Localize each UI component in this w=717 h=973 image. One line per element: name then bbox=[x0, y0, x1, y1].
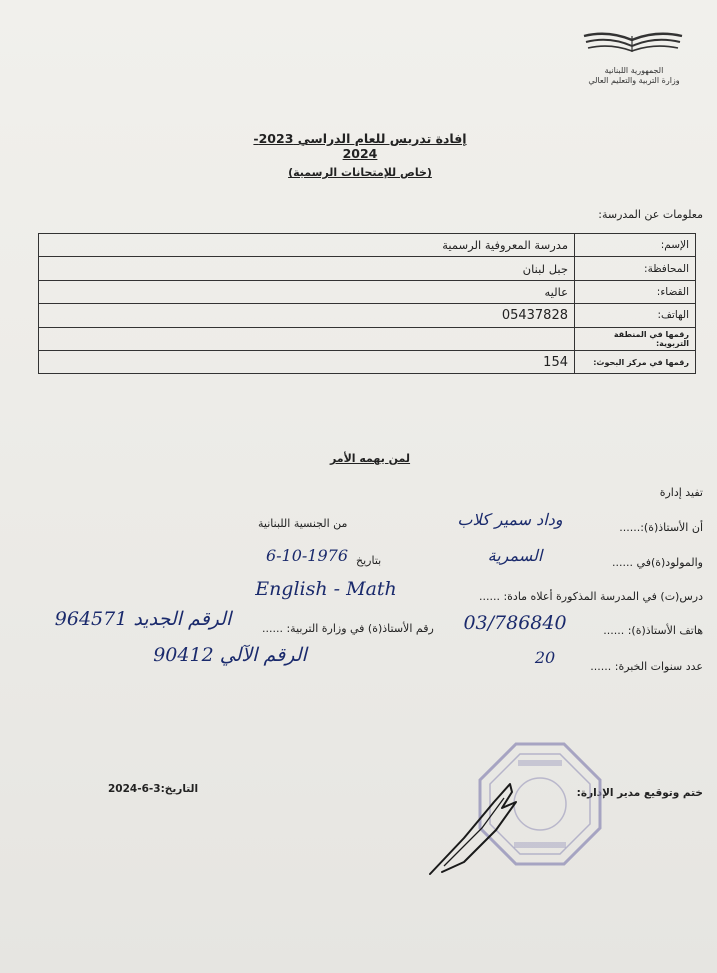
birth-label: والمولود(ة)في ...... bbox=[612, 556, 703, 569]
intro-text: تفيد إدارة bbox=[659, 486, 703, 499]
ministry-number-value: الرقم الجديد 964571 bbox=[54, 608, 232, 630]
auto-number-value: الرقم الآلي 90412 bbox=[153, 644, 307, 666]
row-label: الإسم: bbox=[575, 234, 696, 257]
row-label: رقمها في المنطقة التربوية: bbox=[575, 327, 696, 350]
row-label: القضاء: bbox=[575, 280, 696, 303]
phone-value: 03/786840 bbox=[463, 612, 567, 634]
subject-label: درس(ت) في المدرسة المذكورة أعلاه مادة: ...... bbox=[478, 590, 703, 603]
row-value: جبل لبنان bbox=[39, 257, 575, 280]
book-logo-icon bbox=[578, 22, 688, 68]
table-row bbox=[39, 257, 696, 280]
row-value: مدرسة المعروفية الرسمية bbox=[39, 234, 575, 257]
table-row bbox=[39, 234, 696, 257]
row-value: عاليه bbox=[39, 280, 575, 303]
table-row bbox=[39, 327, 696, 350]
table-row bbox=[39, 304, 696, 327]
row-value bbox=[39, 327, 575, 350]
row-label: المحافظة: bbox=[575, 257, 696, 280]
birth-place: السمرية bbox=[487, 546, 543, 565]
table-row bbox=[39, 350, 696, 373]
birth-date-label: بتاريخ bbox=[356, 554, 382, 567]
experience-label: عدد سنوات الخبرة: ...... bbox=[590, 660, 703, 673]
school-info-table bbox=[38, 233, 696, 374]
ministry-name: وزارة التربية والتعليم العالي bbox=[588, 76, 680, 85]
doc-title: إفادة تدريس للعام الدراسي 2023-2024 bbox=[253, 131, 467, 161]
ministry-number-label: رقم الأستاذ(ة) في وزارة التربية: ...... bbox=[262, 622, 434, 635]
signature-label: ختم وتوقيع مدير الإدارة: bbox=[576, 787, 703, 799]
row-value: 05437828 bbox=[39, 304, 575, 327]
row-label: الهاتف: bbox=[575, 304, 696, 327]
signature-scribble-icon bbox=[424, 778, 534, 878]
phone-label: هاتف الأستاذ(ة): ...... bbox=[603, 624, 703, 637]
republic-name: الجمهورية اللبنانية bbox=[604, 66, 664, 75]
row-value: 154 bbox=[39, 350, 575, 373]
teacher-label: أن الأستاذ(ة):...... bbox=[619, 521, 703, 534]
subject-value: English - Math bbox=[255, 578, 397, 600]
date-text: التاريخ:3-6-2024 bbox=[108, 783, 199, 795]
to-whom-heading: لمن يهمه الأمر bbox=[329, 452, 411, 465]
nationality-text: من الجنسية اللبنانية bbox=[258, 517, 348, 530]
doc-subtitle: (خاص للإمتحانات الرسمية) bbox=[288, 166, 432, 179]
teacher-name: وداد سمير كلاب bbox=[457, 510, 563, 529]
row-label: رقمها في مركز البحوث: bbox=[575, 350, 696, 373]
table-row bbox=[39, 280, 696, 303]
birth-date: 6-10-1976 bbox=[265, 546, 349, 565]
school-info-heading: معلومات عن المدرسة: bbox=[598, 208, 703, 221]
experience-value: 20 bbox=[534, 648, 556, 667]
